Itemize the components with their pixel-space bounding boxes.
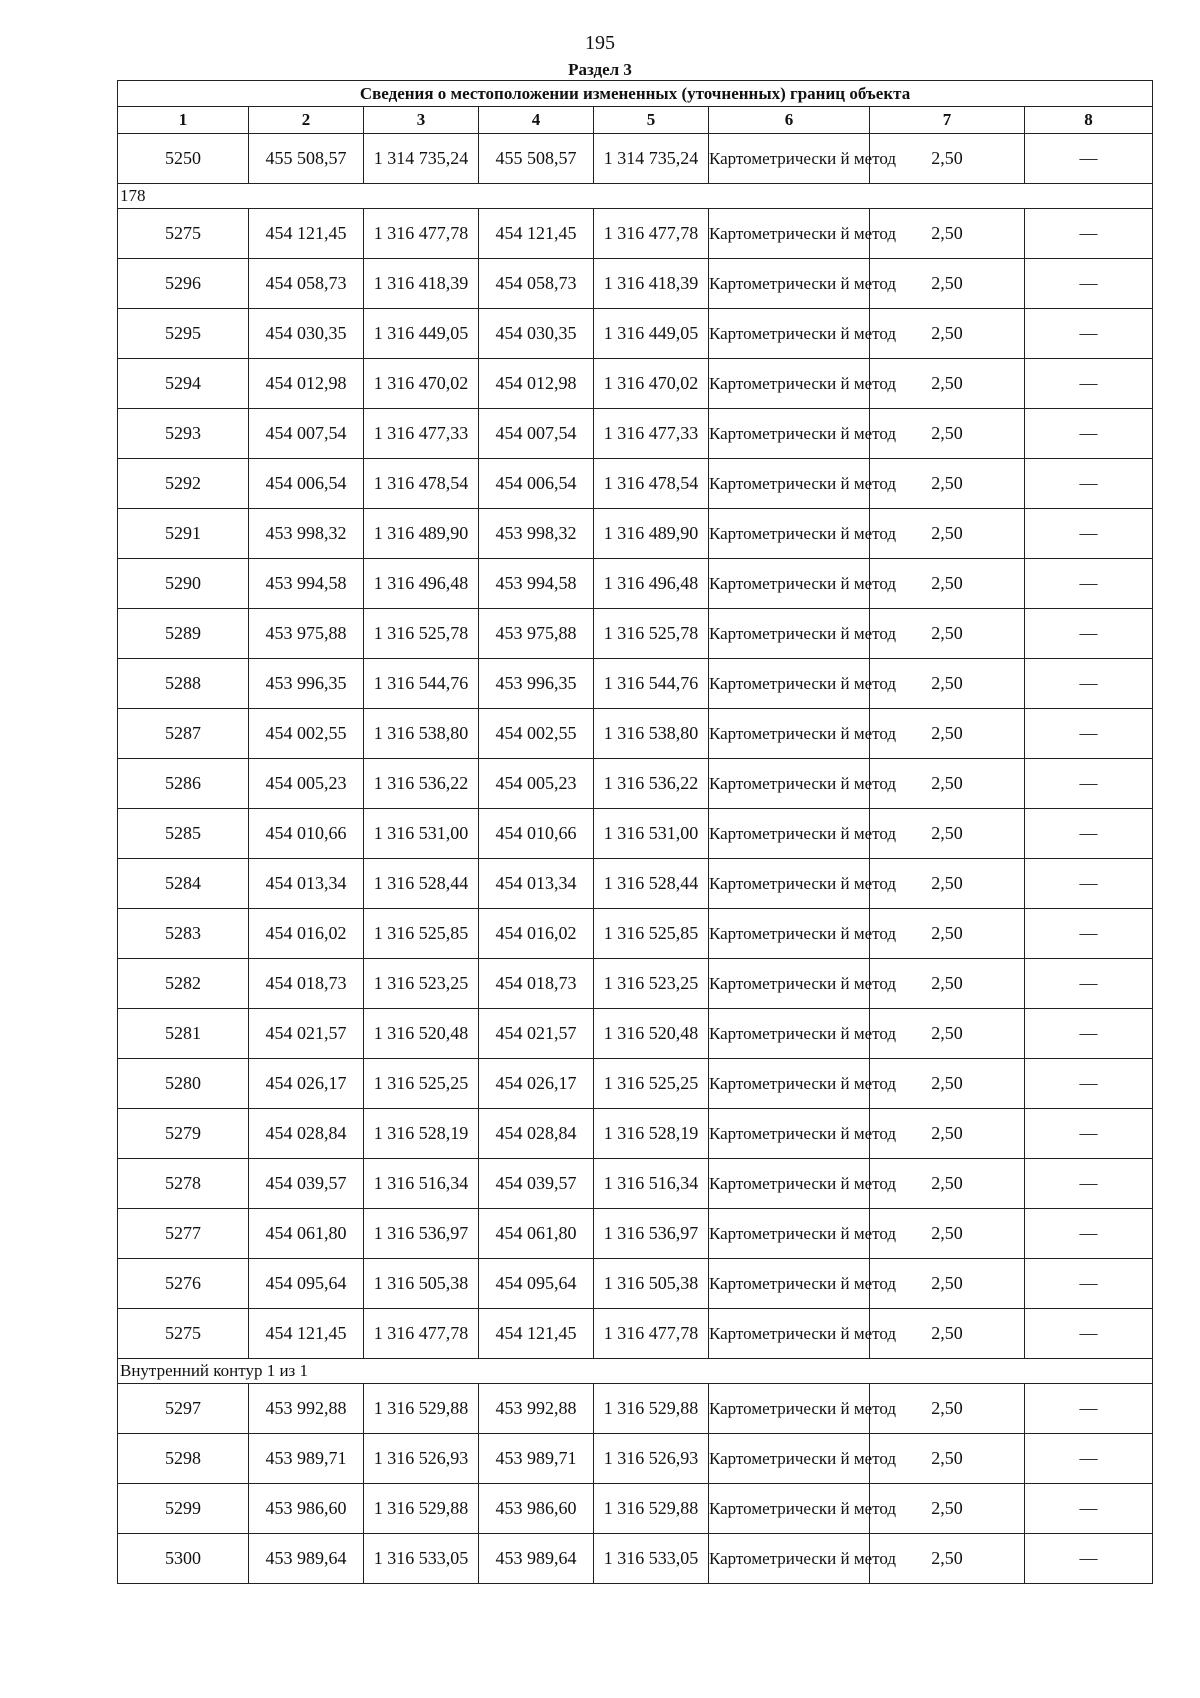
group-row: [118, 1359, 1153, 1384]
table-row: [118, 659, 1153, 709]
cell-point-number: 5283: [118, 909, 249, 959]
cell-note: —: [1025, 1434, 1153, 1484]
cell-accuracy: 2,50: [870, 559, 1025, 609]
cell-note: —: [1025, 1309, 1153, 1359]
cell-accuracy: 2,50: [870, 1209, 1025, 1259]
cell-accuracy: 2,50: [870, 459, 1025, 509]
cell-x-old: 454 007,54: [249, 409, 364, 459]
cell-point-number: 5293: [118, 409, 249, 459]
cell-y-new: 1 316 525,78: [594, 609, 709, 659]
table-row: [118, 1159, 1153, 1209]
cell-accuracy: 2,50: [870, 1434, 1025, 1484]
cell-x-old: 454 018,73: [249, 959, 364, 1009]
cell-method: Картометрически й метод: [709, 609, 870, 659]
cell-x-new: 454 018,73: [479, 959, 594, 1009]
cell-note: —: [1025, 1009, 1153, 1059]
cell-method: Картометрически й метод: [709, 909, 870, 959]
table-row: [118, 1009, 1153, 1059]
section-title: Раздел 3: [568, 60, 632, 79]
column-header: 4: [479, 107, 594, 134]
cell-x-old: 454 012,98: [249, 359, 364, 409]
cell-x-new: 454 012,98: [479, 359, 594, 409]
cell-x-old: 454 006,54: [249, 459, 364, 509]
cell-x-old: 454 030,35: [249, 309, 364, 359]
cell-x-new: 454 002,55: [479, 709, 594, 759]
cell-accuracy: 2,50: [870, 709, 1025, 759]
cell-y-old: 1 316 525,25: [364, 1059, 479, 1109]
cell-method: Картометрически й метод: [709, 409, 870, 459]
cell-accuracy: 2,50: [870, 1159, 1025, 1209]
cell-point-number: 5278: [118, 1159, 249, 1209]
cell-y-old: 1 316 477,78: [364, 209, 479, 259]
cell-point-number: 5287: [118, 709, 249, 759]
cell-x-new: 454 007,54: [479, 409, 594, 459]
cell-x-new: 454 013,34: [479, 859, 594, 909]
cell-note: —: [1025, 909, 1153, 959]
cell-method: Картометрически й метод: [709, 509, 870, 559]
cell-x-new: 453 989,71: [479, 1434, 594, 1484]
cell-accuracy: 2,50: [870, 309, 1025, 359]
cell-x-new: 453 992,88: [479, 1384, 594, 1434]
table-row: [118, 209, 1153, 259]
cell-point-number: 5284: [118, 859, 249, 909]
cell-y-new: 1 316 418,39: [594, 259, 709, 309]
table-row: [118, 709, 1153, 759]
cell-point-number: 5275: [118, 1309, 249, 1359]
cell-note: —: [1025, 209, 1153, 259]
cell-x-old: 453 994,58: [249, 559, 364, 609]
cell-note: —: [1025, 1259, 1153, 1309]
cell-x-old: 453 996,35: [249, 659, 364, 709]
cell-accuracy: 2,50: [870, 659, 1025, 709]
cell-note: —: [1025, 409, 1153, 459]
cell-accuracy: 2,50: [870, 609, 1025, 659]
cell-method: Картометрически й метод: [709, 259, 870, 309]
cell-y-new: 1 316 523,25: [594, 959, 709, 1009]
cell-y-old: 1 314 735,24: [364, 134, 479, 184]
cell-accuracy: 2,50: [870, 1259, 1025, 1309]
cell-x-new: 454 005,23: [479, 759, 594, 809]
cell-x-old: 453 989,64: [249, 1534, 364, 1584]
cell-x-new: 454 095,64: [479, 1259, 594, 1309]
cell-point-number: 5281: [118, 1009, 249, 1059]
cell-note: —: [1025, 1159, 1153, 1209]
table-row: [118, 1309, 1153, 1359]
table-row: [118, 759, 1153, 809]
cell-y-new: 1 316 516,34: [594, 1159, 709, 1209]
cell-point-number: 5275: [118, 209, 249, 259]
cell-note: —: [1025, 259, 1153, 309]
cell-note: —: [1025, 859, 1153, 909]
cell-x-new: 453 996,35: [479, 659, 594, 709]
cell-y-new: 1 316 489,90: [594, 509, 709, 559]
cell-method: Картометрически й метод: [709, 309, 870, 359]
cell-y-new: 1 316 525,85: [594, 909, 709, 959]
cell-method: Картометрически й метод: [709, 1209, 870, 1259]
cell-x-old: 453 989,71: [249, 1434, 364, 1484]
cell-x-old: 454 013,34: [249, 859, 364, 909]
cell-method: Картометрически й метод: [709, 1484, 870, 1534]
cell-y-old: 1 316 477,78: [364, 1309, 479, 1359]
cell-x-old: 454 028,84: [249, 1109, 364, 1159]
cell-y-old: 1 316 516,34: [364, 1159, 479, 1209]
cell-note: —: [1025, 659, 1153, 709]
cell-x-old: 454 121,45: [249, 209, 364, 259]
cell-point-number: 5276: [118, 1259, 249, 1309]
cell-note: —: [1025, 309, 1153, 359]
cell-x-new: 454 016,02: [479, 909, 594, 959]
cell-note: —: [1025, 809, 1153, 859]
cell-accuracy: 2,50: [870, 134, 1025, 184]
cell-point-number: 5286: [118, 759, 249, 809]
cell-note: —: [1025, 1534, 1153, 1584]
cell-y-old: 1 316 528,19: [364, 1109, 479, 1159]
cell-accuracy: 2,50: [870, 859, 1025, 909]
cell-x-old: 453 998,32: [249, 509, 364, 559]
cell-y-old: 1 316 526,93: [364, 1434, 479, 1484]
cell-note: —: [1025, 759, 1153, 809]
cell-y-new: 1 316 533,05: [594, 1534, 709, 1584]
column-header: 6: [709, 107, 870, 134]
cell-y-new: 1 316 528,44: [594, 859, 709, 909]
cell-y-old: 1 316 536,97: [364, 1209, 479, 1259]
column-header: 7: [870, 107, 1025, 134]
cell-x-old: 454 016,02: [249, 909, 364, 959]
table-row: [118, 859, 1153, 909]
table-row: [118, 134, 1153, 184]
cell-y-new: 1 316 449,05: [594, 309, 709, 359]
cell-method: Картометрически й метод: [709, 359, 870, 409]
cell-x-new: 453 998,32: [479, 509, 594, 559]
cell-x-old: 454 010,66: [249, 809, 364, 859]
cell-x-new: 454 030,35: [479, 309, 594, 359]
cell-method: Картометрически й метод: [709, 959, 870, 1009]
cell-accuracy: 2,50: [870, 209, 1025, 259]
cell-accuracy: 2,50: [870, 1309, 1025, 1359]
cell-note: —: [1025, 559, 1153, 609]
cell-x-new: 453 986,60: [479, 1484, 594, 1534]
table-row: [118, 1059, 1153, 1109]
cell-y-new: 1 316 536,22: [594, 759, 709, 809]
cell-y-old: 1 316 525,85: [364, 909, 479, 959]
cell-x-old: 454 002,55: [249, 709, 364, 759]
cell-accuracy: 2,50: [870, 1534, 1025, 1584]
cell-y-new: 1 316 538,80: [594, 709, 709, 759]
cell-y-old: 1 316 533,05: [364, 1534, 479, 1584]
cell-accuracy: 2,50: [870, 1109, 1025, 1159]
cell-point-number: 5294: [118, 359, 249, 409]
table-row: [118, 1534, 1153, 1584]
cell-x-new: 454 121,45: [479, 209, 594, 259]
column-header: 2: [249, 107, 364, 134]
table-row: [118, 459, 1153, 509]
cell-note: —: [1025, 1109, 1153, 1159]
column-header: 5: [594, 107, 709, 134]
cell-point-number: 5295: [118, 309, 249, 359]
cell-note: —: [1025, 1059, 1153, 1109]
cell-y-new: 1 316 525,25: [594, 1059, 709, 1109]
cell-point-number: 5277: [118, 1209, 249, 1259]
cell-x-old: 453 992,88: [249, 1384, 364, 1434]
cell-y-new: 1 316 478,54: [594, 459, 709, 509]
column-header: 1: [118, 107, 249, 134]
table-row: [118, 1259, 1153, 1309]
cell-x-new: 453 994,58: [479, 559, 594, 609]
cell-y-old: 1 316 529,88: [364, 1484, 479, 1534]
table-row: [118, 359, 1153, 409]
cell-y-new: 1 316 526,93: [594, 1434, 709, 1484]
cell-y-old: 1 316 418,39: [364, 259, 479, 309]
cell-method: Картометрически й метод: [709, 659, 870, 709]
cell-y-old: 1 316 544,76: [364, 659, 479, 709]
cell-y-new: 1 316 544,76: [594, 659, 709, 709]
cell-note: —: [1025, 959, 1153, 1009]
cell-y-new: 1 316 496,48: [594, 559, 709, 609]
cell-y-old: 1 316 525,78: [364, 609, 479, 659]
cell-x-old: 454 121,45: [249, 1309, 364, 1359]
cell-x-old: 454 058,73: [249, 259, 364, 309]
cell-note: —: [1025, 1484, 1153, 1534]
cell-accuracy: 2,50: [870, 1009, 1025, 1059]
cell-y-new: 1 316 536,97: [594, 1209, 709, 1259]
cell-note: —: [1025, 1384, 1153, 1434]
cell-accuracy: 2,50: [870, 959, 1025, 1009]
table-row: [118, 1384, 1153, 1434]
cell-y-new: 1 314 735,24: [594, 134, 709, 184]
cell-y-old: 1 316 529,88: [364, 1384, 479, 1434]
cell-x-new: 454 058,73: [479, 259, 594, 309]
cell-y-new: 1 316 477,78: [594, 209, 709, 259]
coordinates-table: [117, 80, 1153, 1584]
cell-method: Картометрически й метод: [709, 209, 870, 259]
cell-point-number: 5300: [118, 1534, 249, 1584]
cell-point-number: 5285: [118, 809, 249, 859]
page-number: 195: [585, 32, 615, 54]
cell-method: Картометрически й метод: [709, 1309, 870, 1359]
cell-y-new: 1 316 477,78: [594, 1309, 709, 1359]
cell-y-old: 1 316 528,44: [364, 859, 479, 909]
cell-x-old: 453 986,60: [249, 1484, 364, 1534]
cell-method: Картометрически й метод: [709, 1059, 870, 1109]
cell-x-old: 453 975,88: [249, 609, 364, 659]
cell-y-old: 1 316 520,48: [364, 1009, 479, 1059]
cell-accuracy: 2,50: [870, 1059, 1025, 1109]
cell-point-number: 5282: [118, 959, 249, 1009]
cell-x-old: 455 508,57: [249, 134, 364, 184]
table-row: [118, 909, 1153, 959]
table-row: [118, 1109, 1153, 1159]
cell-point-number: 5296: [118, 259, 249, 309]
cell-method: Картометрически й метод: [709, 134, 870, 184]
cell-note: —: [1025, 134, 1153, 184]
cell-x-old: 454 061,80: [249, 1209, 364, 1259]
table-row: [118, 309, 1153, 359]
cell-y-old: 1 316 505,38: [364, 1259, 479, 1309]
table-row: [118, 559, 1153, 609]
group-row: [118, 184, 1153, 209]
table-row: [118, 609, 1153, 659]
cell-x-new: 454 026,17: [479, 1059, 594, 1109]
cell-x-new: 454 061,80: [479, 1209, 594, 1259]
cell-method: Картометрически й метод: [709, 709, 870, 759]
table-body: [118, 134, 1153, 1584]
cell-point-number: 5298: [118, 1434, 249, 1484]
cell-x-new: 455 508,57: [479, 134, 594, 184]
table-row: [118, 1209, 1153, 1259]
cell-y-old: 1 316 449,05: [364, 309, 479, 359]
cell-point-number: 5297: [118, 1384, 249, 1434]
cell-accuracy: 2,50: [870, 1484, 1025, 1534]
cell-y-old: 1 316 536,22: [364, 759, 479, 809]
cell-point-number: 5290: [118, 559, 249, 609]
cell-accuracy: 2,50: [870, 809, 1025, 859]
cell-x-new: 454 021,57: [479, 1009, 594, 1059]
cell-method: Картометрически й метод: [709, 1259, 870, 1309]
cell-accuracy: 2,50: [870, 259, 1025, 309]
cell-y-old: 1 316 478,54: [364, 459, 479, 509]
cell-x-new: 454 028,84: [479, 1109, 594, 1159]
cell-y-new: 1 316 531,00: [594, 809, 709, 859]
cell-method: Картометрически й метод: [709, 1009, 870, 1059]
cell-y-new: 1 316 520,48: [594, 1009, 709, 1059]
cell-point-number: 5279: [118, 1109, 249, 1159]
table-row: [118, 259, 1153, 309]
column-header: 8: [1025, 107, 1153, 134]
cell-y-new: 1 316 529,88: [594, 1384, 709, 1434]
cell-x-old: 454 095,64: [249, 1259, 364, 1309]
cell-point-number: 5291: [118, 509, 249, 559]
cell-y-old: 1 316 477,33: [364, 409, 479, 459]
table-row: [118, 809, 1153, 859]
cell-y-old: 1 316 538,80: [364, 709, 479, 759]
table-row: [118, 959, 1153, 1009]
cell-method: Картометрически й метод: [709, 1109, 870, 1159]
table-row: [118, 409, 1153, 459]
cell-note: —: [1025, 709, 1153, 759]
cell-note: —: [1025, 1209, 1153, 1259]
cell-y-new: 1 316 505,38: [594, 1259, 709, 1309]
group-label: 178: [118, 184, 1153, 209]
cell-y-old: 1 316 523,25: [364, 959, 479, 1009]
cell-note: —: [1025, 459, 1153, 509]
cell-y-new: 1 316 477,33: [594, 409, 709, 459]
cell-y-old: 1 316 470,02: [364, 359, 479, 409]
cell-point-number: 5292: [118, 459, 249, 509]
cell-method: Картометрически й метод: [709, 1434, 870, 1484]
cell-accuracy: 2,50: [870, 359, 1025, 409]
table-row: [118, 509, 1153, 559]
cell-x-new: 453 989,64: [479, 1534, 594, 1584]
column-header-row: [118, 107, 1153, 134]
cell-method: Картометрически й метод: [709, 1159, 870, 1209]
cell-x-new: 454 010,66: [479, 809, 594, 859]
cell-y-old: 1 316 489,90: [364, 509, 479, 559]
cell-method: Картометрически й метод: [709, 559, 870, 609]
cell-y-old: 1 316 531,00: [364, 809, 479, 859]
cell-method: Картометрически й метод: [709, 459, 870, 509]
cell-point-number: 5250: [118, 134, 249, 184]
cell-x-new: 454 121,45: [479, 1309, 594, 1359]
cell-point-number: 5289: [118, 609, 249, 659]
cell-point-number: 5288: [118, 659, 249, 709]
cell-note: —: [1025, 609, 1153, 659]
cell-accuracy: 2,50: [870, 509, 1025, 559]
cell-x-new: 454 039,57: [479, 1159, 594, 1209]
cell-note: —: [1025, 359, 1153, 409]
table-row: [118, 1434, 1153, 1484]
cell-method: Картометрически й метод: [709, 809, 870, 859]
cell-y-new: 1 316 528,19: [594, 1109, 709, 1159]
cell-x-old: 454 026,17: [249, 1059, 364, 1109]
cell-method: Картометрически й метод: [709, 859, 870, 909]
cell-accuracy: 2,50: [870, 759, 1025, 809]
cell-accuracy: 2,50: [870, 909, 1025, 959]
cell-x-new: 453 975,88: [479, 609, 594, 659]
cell-y-new: 1 316 529,88: [594, 1484, 709, 1534]
column-header: 3: [364, 107, 479, 134]
cell-x-new: 454 006,54: [479, 459, 594, 509]
cell-method: Картометрически й метод: [709, 1384, 870, 1434]
table-title: Сведения о местоположении измененных (уточненных) границ объекта: [118, 81, 1153, 107]
cell-x-old: 454 021,57: [249, 1009, 364, 1059]
cell-point-number: 5299: [118, 1484, 249, 1534]
cell-accuracy: 2,50: [870, 409, 1025, 459]
cell-y-new: 1 316 470,02: [594, 359, 709, 409]
cell-x-old: 454 039,57: [249, 1159, 364, 1209]
group-label: Внутренний контур 1 из 1: [118, 1359, 1153, 1384]
cell-note: —: [1025, 509, 1153, 559]
table-row: [118, 1484, 1153, 1534]
cell-method: Картометрически й метод: [709, 759, 870, 809]
cell-y-old: 1 316 496,48: [364, 559, 479, 609]
cell-accuracy: 2,50: [870, 1384, 1025, 1434]
cell-point-number: 5280: [118, 1059, 249, 1109]
cell-method: Картометрически й метод: [709, 1534, 870, 1584]
cell-x-old: 454 005,23: [249, 759, 364, 809]
